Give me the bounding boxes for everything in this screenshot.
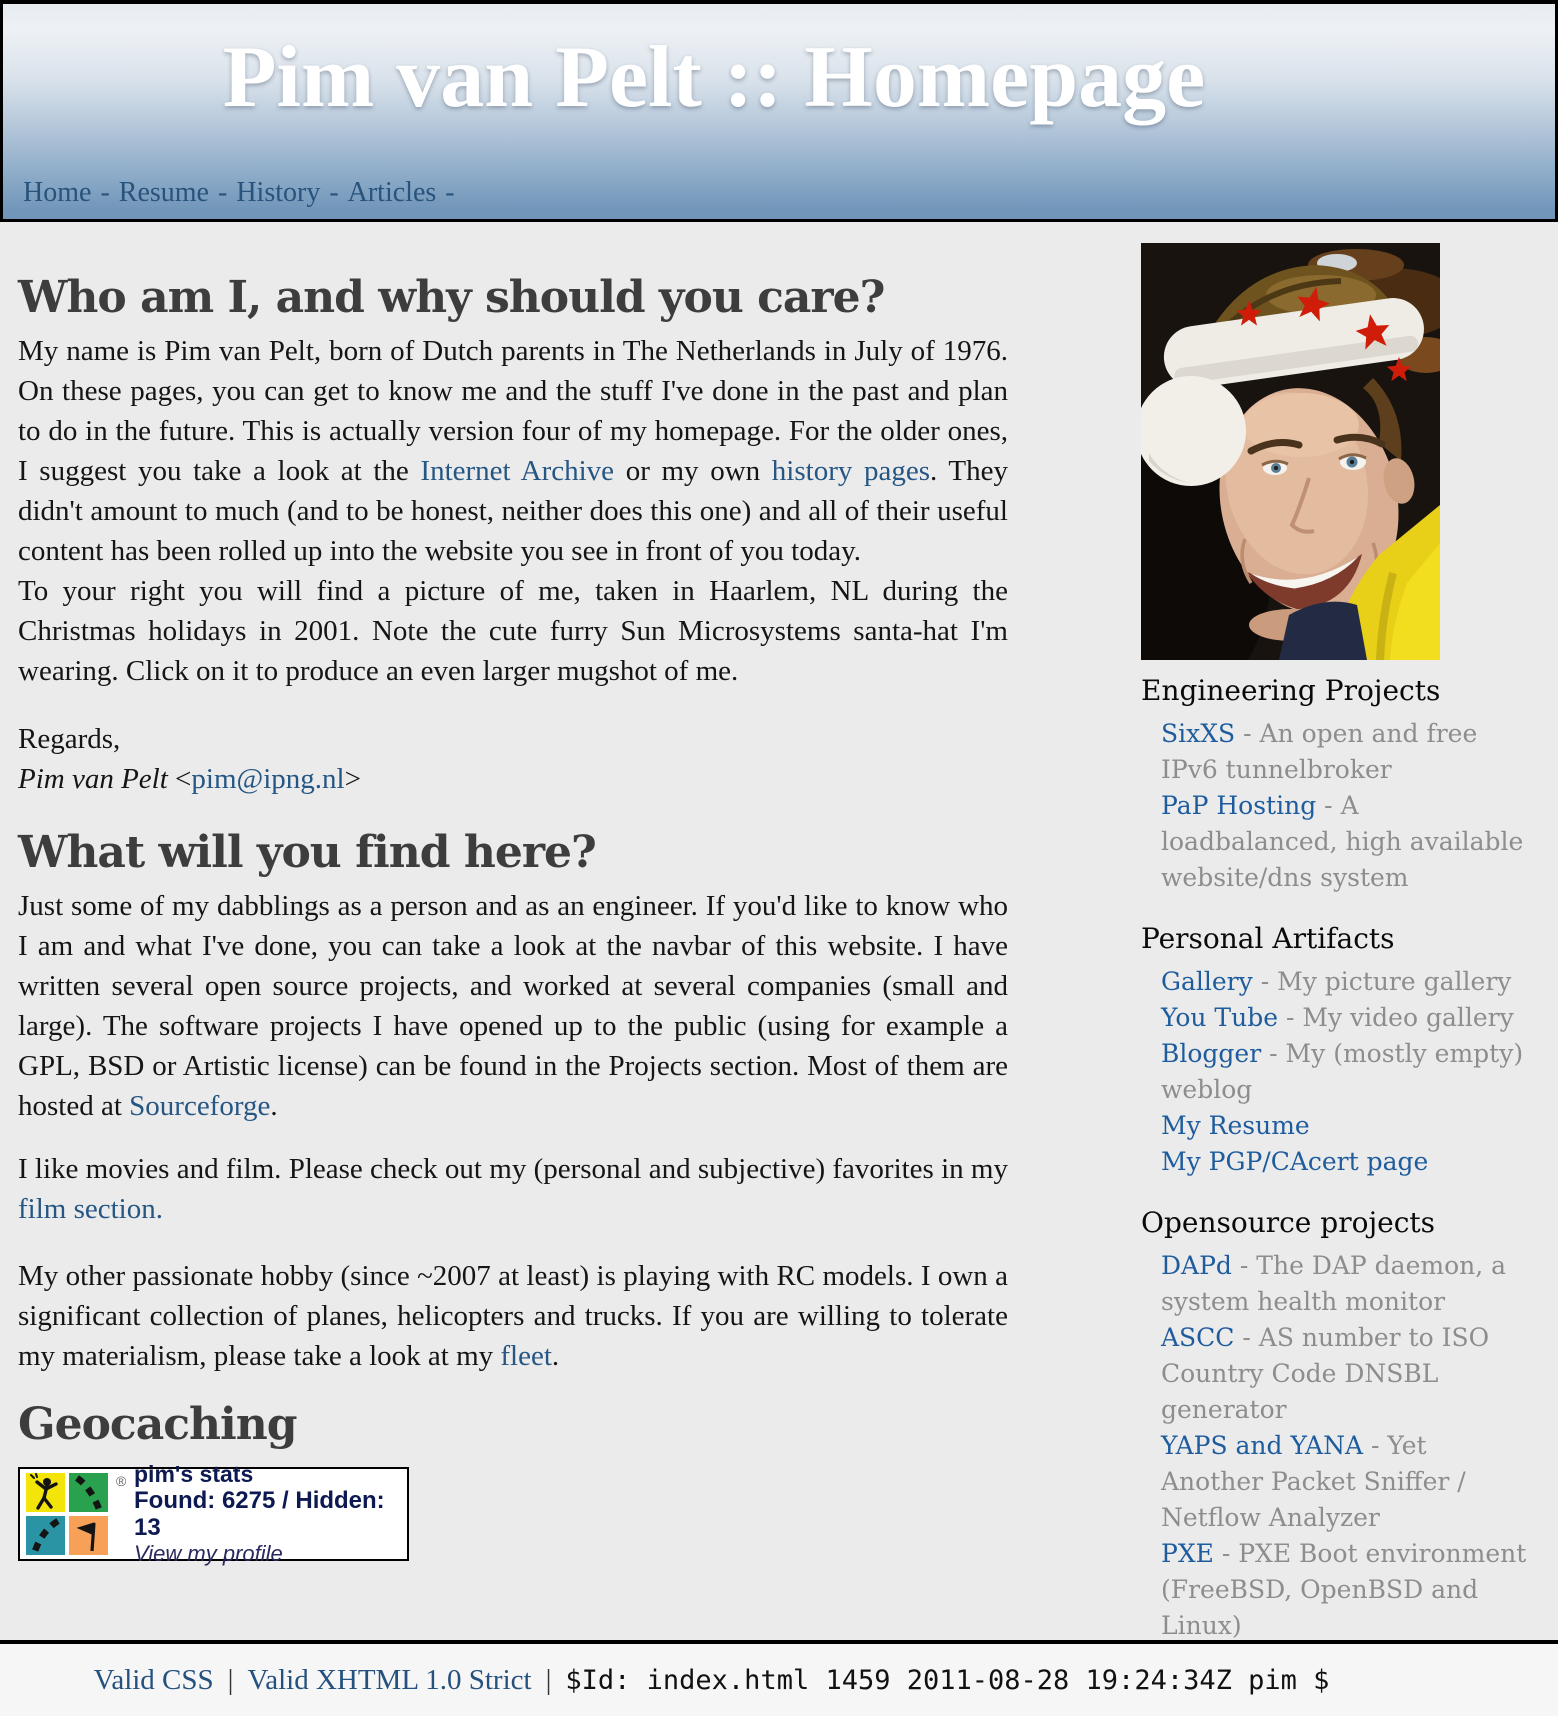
fleet-link[interactable]: fleet: [500, 1340, 552, 1372]
intro-text-1: My name is Pim van Pelt, born of Dutch parents in The Netherlands in July of 1976. On these pages, you can get to know me and the stuff I've done in the past and plan to do in the future. This is actually version four of my homepage. For the older ones, I suggest you take a look at the: [18, 335, 1008, 487]
item-dash: -: [1260, 967, 1270, 996]
sidebar-item-my-pgp-cacert: [1161, 1144, 1535, 1180]
sidebar-item-yaps-yana: [1161, 1428, 1535, 1536]
nav-separator: -: [445, 177, 455, 208]
sourceforge-link[interactable]: Sourceforge: [129, 1090, 271, 1122]
item-desc: My (mostly empty) weblog: [1161, 1039, 1524, 1104]
email-link[interactable]: pim@ipng.nl: [191, 763, 345, 795]
footer-separator: |: [545, 1663, 552, 1696]
item-dash: -: [1269, 1039, 1278, 1068]
gallery-link[interactable]: Gallery: [1161, 967, 1253, 996]
nav-link-home[interactable]: Home: [23, 177, 92, 208]
find-text-1: Just some of my dabblings as a person and as an engineer. If you'd like to know who I am and what I've done, you can take a look at the navbar of this website. I have written several open source projects, and worked at several companies (small and large). The software projects I have opened up to the public (using for example a GPL, BSD or Artistic license) can be found in the Projects section. Most of them are hosted at: [18, 890, 1008, 1122]
regards-paragraph: [18, 719, 1008, 799]
nav-separator: -: [100, 177, 110, 208]
intro-paragraph: [18, 331, 1008, 691]
heading-who-am-i: Who am I, and why should you care?: [18, 272, 885, 323]
view-profile-link: View my profile: [134, 1541, 283, 1566]
sidebar-item-youtube: [1161, 1000, 1535, 1036]
item-dash: -: [1285, 1003, 1295, 1032]
history-pages-link[interactable]: history pages: [771, 455, 931, 487]
yaps-yana-link[interactable]: YAPS and YANA: [1161, 1431, 1364, 1460]
ascc-link[interactable]: ASCC: [1161, 1323, 1235, 1352]
badge-text: [134, 1461, 401, 1567]
regards-text: Regards,: [18, 723, 121, 755]
sidebar-item-blogger: [1161, 1036, 1535, 1108]
find-text-2: .: [270, 1090, 278, 1122]
nav-separator: -: [329, 177, 339, 208]
content: [0, 222, 1558, 1640]
sidebar-section-engineering-projects: Engineering Projects: [1141, 674, 1441, 707]
item-desc: An open and free IPv6 tunnelbroker: [1161, 719, 1478, 784]
sidebar-section-personal-artifacts: Personal Artifacts: [1141, 922, 1395, 955]
page-title: Pim van Pelt :: Homepage: [222, 29, 1206, 126]
item-desc: PXE Boot environment (FreeBSD, OpenBSD and Linux): [1161, 1539, 1527, 1640]
item-dash: -: [1370, 1431, 1380, 1460]
item-desc: The DAP daemon, a system health monitor: [1161, 1251, 1507, 1316]
sidebar-list: [1141, 964, 1535, 1180]
blogger-link[interactable]: Blogger: [1161, 1039, 1262, 1068]
find-text-4: My other passionate hobby (since ~2007 at least) is playing with RC models. I own a significant collection of planes, helicopters and trucks. If you are willing to tolerate my materialism, please take a look at my: [18, 1260, 1008, 1372]
main-nav: [23, 179, 464, 207]
badge-found-hidden-stats: Found: 6275 / Hidden: 13: [134, 1487, 385, 1541]
nav-link-resume[interactable]: Resume: [118, 177, 209, 208]
signature-name: Pim van Pelt: [18, 763, 168, 795]
sidebar-item-my-resume: [1161, 1108, 1535, 1144]
geocaching-stats-badge[interactable]: [18, 1461, 409, 1566]
find-text-5: .: [551, 1340, 560, 1372]
item-dash: -: [1243, 719, 1252, 748]
item-dash: -: [1242, 1323, 1251, 1352]
pxe-link[interactable]: PXE: [1161, 1539, 1214, 1568]
main-column: [18, 272, 1008, 1566]
heading-what-will-you-find: What will you find here?: [18, 827, 596, 878]
sidebar-item-pap-hosting: [1161, 788, 1535, 896]
internet-archive-link[interactable]: Internet Archive: [420, 455, 615, 487]
item-desc: My picture gallery: [1277, 967, 1512, 996]
sidebar-list: [1141, 1248, 1535, 1640]
badge-title: pim's stats: [134, 1461, 254, 1487]
intro-text-2: or my own: [614, 455, 772, 487]
nav-link-articles[interactable]: Articles: [347, 177, 437, 208]
pgp-cacert-link[interactable]: My PGP/CAcert page: [1161, 1147, 1429, 1176]
nav-link-history[interactable]: History: [236, 177, 321, 208]
pap-hosting-link[interactable]: PaP Hosting: [1161, 791, 1317, 820]
registered-mark: ®: [116, 1473, 127, 1489]
my-resume-link[interactable]: My Resume: [1161, 1111, 1310, 1140]
item-desc: A loadbalanced, high available website/dns system: [1161, 791, 1524, 892]
sidebar-item-pxe: [1161, 1536, 1535, 1640]
item-desc: My video gallery: [1302, 1003, 1514, 1032]
header: [0, 0, 1558, 222]
dapd-link[interactable]: DAPd: [1161, 1251, 1232, 1280]
item-dash: -: [1221, 1539, 1231, 1568]
footer: [0, 1640, 1558, 1716]
valid-xhtml-link[interactable]: Valid XHTML 1.0 Strict: [247, 1663, 532, 1696]
version-id-string: $Id: index.html 1459 2011-08-28 19:24:34Z pim $: [565, 1664, 1330, 1696]
item-dash: -: [1324, 791, 1333, 820]
sidebar: [1141, 243, 1535, 1640]
item-desc: AS number to ISO Country Code DNSBL generator: [1161, 1323, 1490, 1424]
nav-separator: -: [217, 177, 228, 208]
intro-text-4: To your right you will find a picture of me, taken in Haarlem, NL during the Christmas holidays in 2001. Note the cute furry Sun Microsystems santa-hat I'm wearing. Click on it to produce an even larger mugshot of me.: [18, 575, 1008, 687]
sidebar-list: [1141, 716, 1535, 896]
footer-separator: |: [227, 1663, 234, 1696]
email-bracket-open: <: [167, 763, 192, 795]
sidebar-item-sixxs: [1161, 716, 1535, 788]
valid-css-link[interactable]: Valid CSS: [93, 1663, 214, 1696]
youtube-link[interactable]: You Tube: [1161, 1003, 1279, 1032]
sixxs-link[interactable]: SixXS: [1161, 719, 1236, 748]
item-dash: -: [1239, 1251, 1249, 1280]
sidebar-item-dapd: [1161, 1248, 1535, 1320]
film-section-link[interactable]: film section.: [18, 1193, 163, 1225]
find-paragraph-2: [18, 1149, 1008, 1229]
geocaching-logo-icon: [26, 1473, 108, 1555]
email-bracket-close: >: [344, 763, 361, 795]
find-paragraph-1: [18, 886, 1008, 1126]
heading-geocaching: Geocaching: [18, 1399, 297, 1450]
intro-text-3: . They didn't amount to much (and to be honest, neither does this one) and all of their useful content has been rolled up into the website you see in front of you today.: [18, 455, 1008, 567]
mugshot-photo[interactable]: [1141, 243, 1440, 660]
sidebar-item-gallery: [1161, 964, 1535, 1000]
find-text-3: I like movies and film. Please check out my (personal and subjective) favorites in my: [18, 1153, 1008, 1185]
find-paragraph-3: [18, 1256, 1008, 1376]
sidebar-section-opensource-projects: Opensource projects: [1141, 1206, 1435, 1239]
item-desc: Yet Another Packet Sniffer / Netflow Analyzer: [1161, 1431, 1466, 1532]
sidebar-item-ascc: [1161, 1320, 1535, 1428]
